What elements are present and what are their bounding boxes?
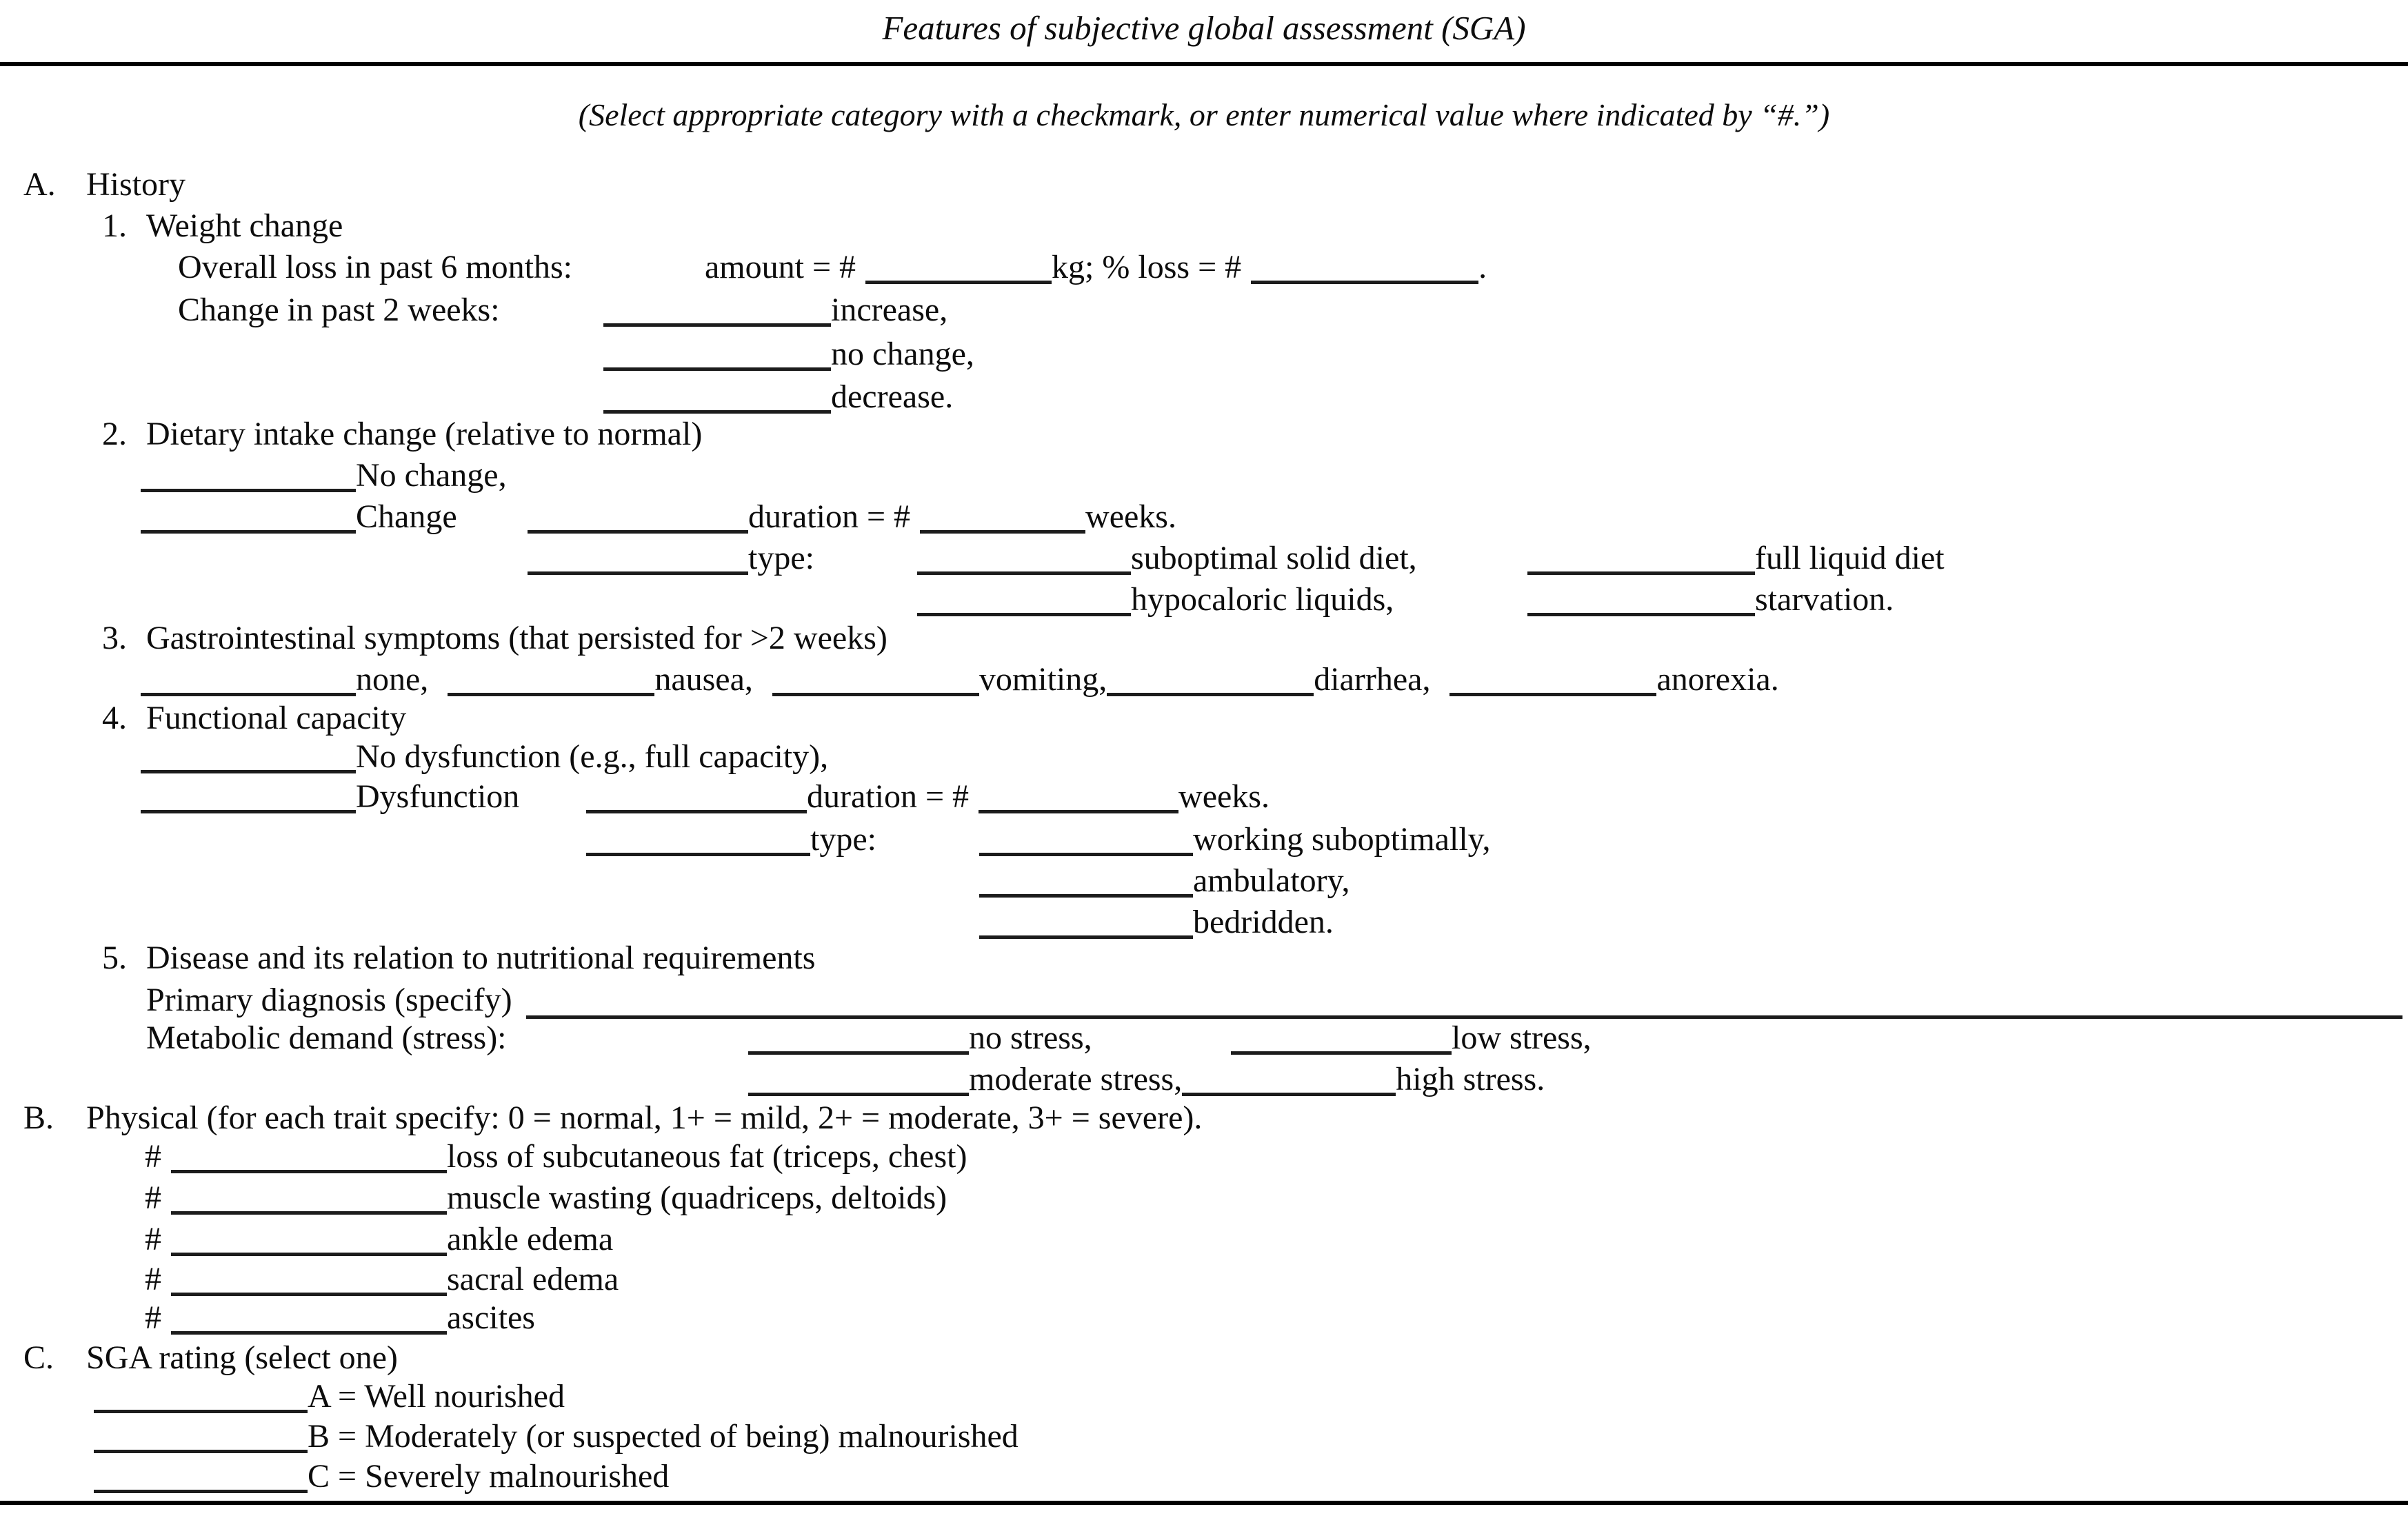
form-subtitle: (Select appropriate category with a checkmark, or enter numerical value where indicated by “#.”) (578, 97, 1830, 132)
item-1-heading: Weight change (146, 207, 343, 244)
trait-ascites-line (0, 1299, 2408, 1339)
suboptimal-option (917, 539, 1417, 577)
blank-no-dysfunction[interactable] (141, 770, 356, 773)
gi-vomiting-label: vomiting, (979, 661, 1107, 698)
blank-ascites[interactable] (171, 1331, 447, 1335)
blank-ankle[interactable] (171, 1253, 447, 1256)
blank-dysfunction[interactable] (141, 810, 356, 813)
blank-fat[interactable] (171, 1170, 447, 1173)
gi-diarrhea-label: diarrhea, (1314, 661, 1431, 698)
no-change-2wk-line (0, 335, 2408, 375)
blank-gi-diarrhea[interactable] (1107, 693, 1314, 696)
blank-sacral[interactable] (171, 1293, 447, 1296)
section-b-label: B. (23, 1100, 54, 1136)
trait-ascites-label: ascites (447, 1299, 535, 1336)
overall-loss-line (0, 248, 2408, 288)
trait-muscle-label: muscle wasting (quadriceps, deltoids) (447, 1179, 947, 1216)
starvation-label: starvation. (1755, 581, 1894, 618)
full-liquid-option (1527, 539, 1945, 577)
no-change-option (603, 335, 974, 373)
blank-no-stress[interactable] (748, 1051, 969, 1055)
ambulatory-option (979, 862, 1350, 900)
dys-type-group (586, 820, 876, 858)
high-stress-label: high stress. (1396, 1061, 1545, 1097)
blank-dys-duration[interactable] (586, 810, 807, 813)
dysfunction-type-line (0, 820, 2408, 860)
trait-sacral-line (0, 1260, 2408, 1300)
full-liquid-label: full liquid diet (1755, 540, 1945, 576)
blank-hypocaloric[interactable] (917, 613, 1131, 616)
moderate-stress-label: moderate stress, (969, 1061, 1183, 1097)
diet-type-label: type: (748, 540, 814, 576)
blank-dys-type[interactable] (586, 853, 810, 856)
rating-b-label: B = Moderately (or suspected of being) malnourished (308, 1418, 1019, 1455)
increase-option (603, 291, 947, 329)
trait-ankle-label: ankle edema (447, 1221, 614, 1257)
working-label: working suboptimally, (1193, 821, 1491, 858)
primary-diagnosis-label: Primary diagnosis (specify) (146, 982, 512, 1018)
rating-c-line (0, 1457, 2408, 1497)
item-4-number: 4. (102, 700, 127, 736)
blank-low-stress[interactable] (1231, 1051, 1452, 1055)
blank-diet-change[interactable] (141, 530, 356, 534)
item-5-heading: Disease and its relation to nutritional requirements (146, 940, 816, 976)
section-a-heading: History (86, 166, 185, 203)
blank-decrease[interactable] (603, 410, 831, 414)
blank-rating-a[interactable] (94, 1410, 308, 1413)
hash-ascites: # (145, 1299, 161, 1336)
blank-high-stress[interactable] (1182, 1093, 1396, 1096)
blank-percent-loss[interactable] (1251, 281, 1478, 284)
hash-muscle: # (145, 1179, 161, 1216)
diet-change-label: Change (356, 498, 457, 535)
diet-no-change-option (141, 456, 507, 494)
blank-muscle[interactable] (171, 1211, 447, 1215)
ambulatory-line (0, 862, 2408, 902)
diet-type-group (528, 539, 814, 577)
hash-ankle: # (145, 1221, 161, 1257)
gi-symptoms-options (141, 660, 1779, 698)
blank-moderate-stress[interactable] (748, 1093, 969, 1096)
ambulatory-label: ambulatory, (1193, 862, 1350, 899)
section-c-heading: SGA rating (select one) (86, 1339, 398, 1376)
overall-loss-values (705, 248, 1487, 286)
diet-no-change-label: No change, (356, 457, 507, 494)
low-stress-label: low stress, (1452, 1020, 1592, 1056)
dysfunction-duration-group (586, 778, 1270, 816)
item-2-number: 2. (102, 416, 127, 452)
dysfunction-option (141, 778, 519, 816)
section-a-label: A. (23, 166, 56, 203)
no-dysfunction-line (0, 738, 2408, 778)
blank-diet-duration[interactable] (528, 530, 748, 534)
decrease-line (0, 378, 2408, 418)
diet-change-duration-line (0, 498, 2408, 538)
bedridden-option (979, 903, 1334, 941)
item-3-heading-line (0, 619, 2408, 659)
rating-b-line (0, 1417, 2408, 1457)
blank-suboptimal[interactable] (917, 571, 1131, 575)
trait-fat-label: loss of subcutaneous fat (triceps, chest) (447, 1138, 967, 1175)
blank-diet-type[interactable] (528, 571, 748, 575)
hash-fat: # (145, 1138, 161, 1175)
blank-ambulatory[interactable] (979, 894, 1193, 898)
diet-duration-group (528, 498, 1176, 536)
blank-amount-kg[interactable] (865, 281, 1052, 284)
blank-rating-b[interactable] (94, 1450, 308, 1453)
section-c-label: C. (23, 1339, 54, 1376)
blank-gi-none[interactable] (141, 693, 356, 696)
form-title: Features of subjective global assessment (SGA) (882, 9, 1526, 47)
gi-symptoms-line (0, 660, 2408, 700)
increase-label: increase, (831, 292, 948, 328)
gi-nausea-label: nausea, (654, 661, 753, 698)
moderate-high-stress-options (748, 1060, 1545, 1098)
rating-a-line (0, 1377, 2408, 1417)
no-change-2wk-label: no change, (831, 336, 974, 372)
rating-b-option (94, 1417, 1019, 1455)
hypocaloric-option (917, 580, 1394, 618)
trait-ankle-line (0, 1220, 2408, 1260)
blank-gi-vomiting[interactable] (772, 693, 979, 696)
moderate-high-stress-line (0, 1060, 2408, 1100)
primary-diagnosis-line (146, 979, 2402, 1019)
section-c-heading-line (0, 1339, 2408, 1379)
blank-dys-weeks[interactable] (979, 810, 1178, 813)
item-1-number: 1. (102, 207, 127, 244)
blank-diet-weeks[interactable] (920, 530, 1085, 534)
trait-sacral-label: sacral edema (447, 1261, 619, 1297)
item-3-number: 3. (102, 620, 127, 656)
no-dysfunction-label: No dysfunction (e.g., full capacity), (356, 738, 829, 775)
blank-gi-nausea[interactable] (448, 693, 654, 696)
trait-muscle-row (145, 1179, 947, 1217)
hash-sacral: # (145, 1261, 161, 1297)
hypocaloric-label: hypocaloric liquids, (1131, 581, 1394, 618)
low-stress-option (1231, 1019, 1592, 1057)
suboptimal-label: suboptimal solid diet, (1131, 540, 1417, 576)
top-rule (0, 62, 2408, 66)
rating-c-option (94, 1457, 669, 1495)
kg-percent-loss-label: kg; % loss = # (1052, 249, 1242, 285)
overall-loss-label: Overall loss in past 6 months: (178, 249, 572, 285)
item-1-heading-line (0, 207, 2408, 247)
item-5-number: 5. (102, 940, 127, 976)
blank-primary-diagnosis[interactable] (526, 983, 2402, 1019)
change-2wk-label: Change in past 2 weeks: (178, 292, 500, 328)
blank-no-change-2wk[interactable] (603, 367, 831, 371)
trait-ankle-row (145, 1220, 613, 1258)
diet-weeks-label: weeks. (1085, 498, 1176, 535)
blank-full-liquid[interactable] (1527, 571, 1755, 575)
section-a-heading-line (0, 165, 2408, 205)
trait-ascites-row (145, 1299, 535, 1337)
bedridden-line (0, 903, 2408, 943)
amount-label: amount = # (705, 249, 856, 285)
blank-working[interactable] (979, 853, 1193, 856)
starvation-option (1527, 580, 1894, 618)
no-dysfunction-option (141, 738, 828, 776)
item-4-heading: Functional capacity (146, 700, 407, 736)
dys-weeks-label: weeks. (1178, 778, 1270, 815)
blank-increase[interactable] (603, 323, 831, 327)
dys-type-label: type: (810, 821, 876, 858)
trait-fat-row (145, 1137, 967, 1175)
trait-fat-line (0, 1137, 2408, 1177)
gi-none-label: none, (356, 661, 429, 698)
diet-change-option (141, 498, 457, 536)
rating-c-label: C = Severely malnourished (308, 1458, 670, 1495)
diet-no-change-line (0, 456, 2408, 496)
hypocaloric-line (0, 580, 2408, 620)
item-2-heading-line (0, 415, 2408, 455)
decrease-label: decrease. (831, 378, 954, 415)
decrease-option (603, 378, 953, 416)
blank-gi-anorexia[interactable] (1449, 693, 1656, 696)
change-2wk-line (0, 291, 2408, 331)
no-stress-label: no stress, (969, 1020, 1092, 1056)
dysfunction-label: Dysfunction (356, 778, 520, 815)
blank-starvation[interactable] (1527, 613, 1755, 616)
metabolic-demand-line (0, 1019, 2408, 1059)
trait-sacral-row (145, 1260, 619, 1298)
bedridden-label: bedridden. (1193, 904, 1334, 940)
section-b-heading-line (0, 1099, 2408, 1139)
bottom-rule (0, 1501, 2408, 1505)
item-3-heading: Gastrointestinal symptoms (that persisted for >2 weeks) (146, 620, 887, 656)
diet-duration-label: duration = # (748, 498, 911, 535)
rating-a-label: A = Well nourished (308, 1378, 565, 1415)
item-2-heading: Dietary intake change (relative to normal) (146, 416, 703, 452)
item-5-heading-line (0, 939, 2408, 979)
blank-rating-c[interactable] (94, 1490, 308, 1493)
trait-muscle-line (0, 1179, 2408, 1219)
working-option (979, 820, 1491, 858)
diet-type-line (0, 539, 2408, 579)
blank-diet-no-change[interactable] (141, 489, 356, 492)
item-4-heading-line (0, 699, 2408, 739)
section-b-heading: Physical (for each trait specify: 0 = normal, 1+ = mild, 2+ = moderate, 3+ = severe). (86, 1100, 1203, 1136)
no-stress-option (748, 1019, 1092, 1057)
gi-anorexia-label: anorexia. (1656, 661, 1779, 698)
metabolic-demand-label: Metabolic demand (stress): (146, 1020, 507, 1056)
overall-loss-period: . (1478, 249, 1487, 285)
rating-a-option (94, 1377, 565, 1415)
dysfunction-duration-line (0, 778, 2408, 818)
dys-duration-label: duration = # (807, 778, 970, 815)
